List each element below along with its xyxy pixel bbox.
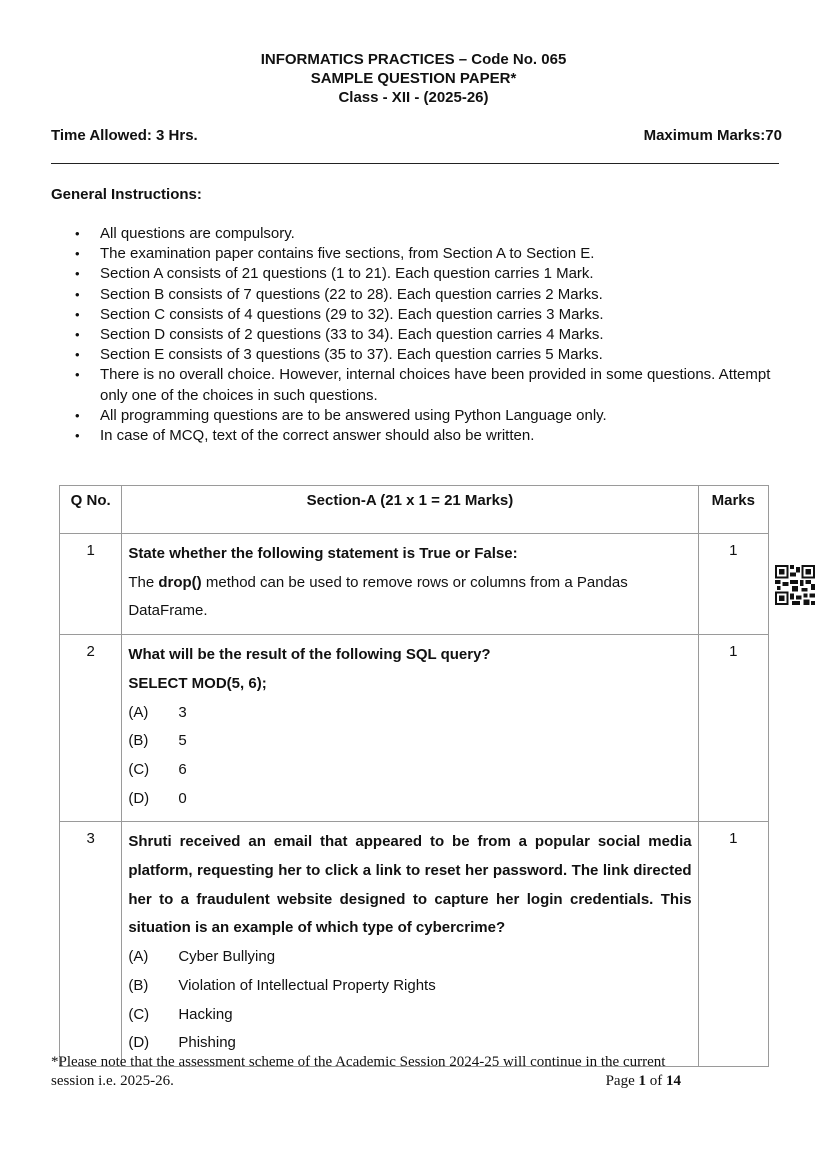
bullet-icon: • bbox=[75, 306, 80, 322]
instruction-item: • Section E consists of 3 questions (35 to 37). Each question carries 5 Marks. bbox=[51, 345, 791, 365]
question-statement: The drop() method can be used to remove rows or columns from a Pandas DataFrame. bbox=[128, 573, 628, 620]
question-prompt: Shruti received an email that appeared to be from a popular social media platform, requesting her to click a link to reset her password. The link directed her to a fraudulent website designed to capture her login credentials. This situation is an example of which type of cybercrime? bbox=[128, 833, 692, 937]
question-marks: 1 bbox=[698, 534, 768, 635]
bullet-icon: • bbox=[75, 428, 80, 444]
bullet-icon: • bbox=[75, 246, 80, 262]
bullet-icon: • bbox=[75, 327, 80, 343]
bullet-icon: • bbox=[75, 226, 80, 241]
maximum-marks: Maximum Marks:70 bbox=[643, 127, 782, 144]
bullet-icon: • bbox=[75, 407, 80, 423]
question-number: 2 bbox=[60, 635, 122, 822]
footer-note-line2: session i.e. 2025-26. bbox=[51, 1073, 174, 1089]
paper-header bbox=[0, 50, 827, 107]
qr-code-icon bbox=[775, 565, 815, 605]
bullet-icon: • bbox=[75, 347, 80, 363]
question-number: 1 bbox=[60, 534, 122, 635]
meta-row bbox=[51, 127, 782, 144]
table-row bbox=[60, 635, 769, 822]
option: (A) Cyber Bullying bbox=[128, 948, 276, 966]
option: (C) 6 bbox=[128, 760, 187, 778]
option: (B) Violation of Intellectual Property Rights bbox=[128, 976, 436, 994]
question-body bbox=[122, 635, 698, 822]
question-marks: 1 bbox=[698, 822, 768, 1067]
option: (D) Phishing bbox=[128, 1034, 236, 1052]
instruction-item: • Section C consists of 4 questions (29 to 32). Each question carries 3 Marks. bbox=[51, 305, 791, 325]
question-marks: 1 bbox=[698, 635, 768, 822]
bullet-icon: • bbox=[75, 286, 80, 302]
paper-title: INFORMATICS PRACTICES – Code No. 065 bbox=[260, 51, 567, 68]
footer-note-line1: *Please note that the assessment scheme of the Academic Session 2024-25 will continue in the current bbox=[51, 1054, 666, 1070]
instruction-item: • Section A consists of 21 questions (1 to 21). Each question carries 1 Mark. bbox=[51, 264, 791, 284]
question-number: 3 bbox=[60, 822, 122, 1067]
page-footer bbox=[51, 1053, 751, 1091]
instruction-item: • There is no overall choice. However, internal choices have been provided in some questions. Attempt only one of the choices in such questions. bbox=[75, 366, 771, 404]
option: (D) 0 bbox=[128, 789, 187, 807]
paper-subtitle: SAMPLE QUESTION PAPER* bbox=[310, 70, 517, 87]
instructions-list bbox=[51, 224, 791, 446]
table-row bbox=[60, 534, 769, 635]
question-prompt: What will be the result of the following SQL query? bbox=[128, 646, 491, 664]
instruction-item: • All questions are compulsory. bbox=[51, 224, 791, 244]
instruction-item: • The examination paper contains five sections, from Section A to Section E. bbox=[51, 244, 791, 264]
table-row bbox=[60, 822, 769, 1067]
page-number: Page 1 of 14 bbox=[605, 1073, 681, 1089]
bullet-icon: • bbox=[75, 367, 80, 383]
paper-class: Class - XII - (2025-26) bbox=[338, 89, 489, 106]
question-code: SELECT MOD(5, 6); bbox=[128, 674, 267, 692]
instructions-title: General Instructions: bbox=[51, 186, 202, 203]
instruction-item: • Section B consists of 7 questions (22 to 28). Each question carries 2 Marks. bbox=[51, 285, 791, 305]
instruction-item: • In case of MCQ, text of the correct answer should also be written. bbox=[51, 426, 791, 446]
option: (C) Hacking bbox=[128, 1005, 233, 1023]
option: (B) 5 bbox=[128, 732, 187, 750]
question-body bbox=[122, 822, 698, 1067]
time-allowed: Time Allowed: 3 Hrs. bbox=[51, 127, 198, 144]
header-qno: Q No. bbox=[60, 486, 122, 534]
header-divider bbox=[51, 163, 779, 165]
header-section: Section-A (21 x 1 = 21 Marks) bbox=[122, 486, 698, 534]
table-header-row bbox=[60, 486, 769, 534]
question-body bbox=[122, 534, 698, 635]
option: (A) 3 bbox=[128, 703, 187, 721]
instruction-item: • Section D consists of 2 questions (33 to 34). Each question carries 4 Marks. bbox=[51, 325, 791, 345]
question-prompt: State whether the following statement is True or False: bbox=[128, 545, 518, 562]
bullet-icon: • bbox=[75, 266, 80, 282]
header-marks: Marks bbox=[698, 486, 768, 534]
questions-table bbox=[59, 485, 769, 1067]
instruction-item: • All programming questions are to be answered using Python Language only. bbox=[51, 406, 791, 426]
